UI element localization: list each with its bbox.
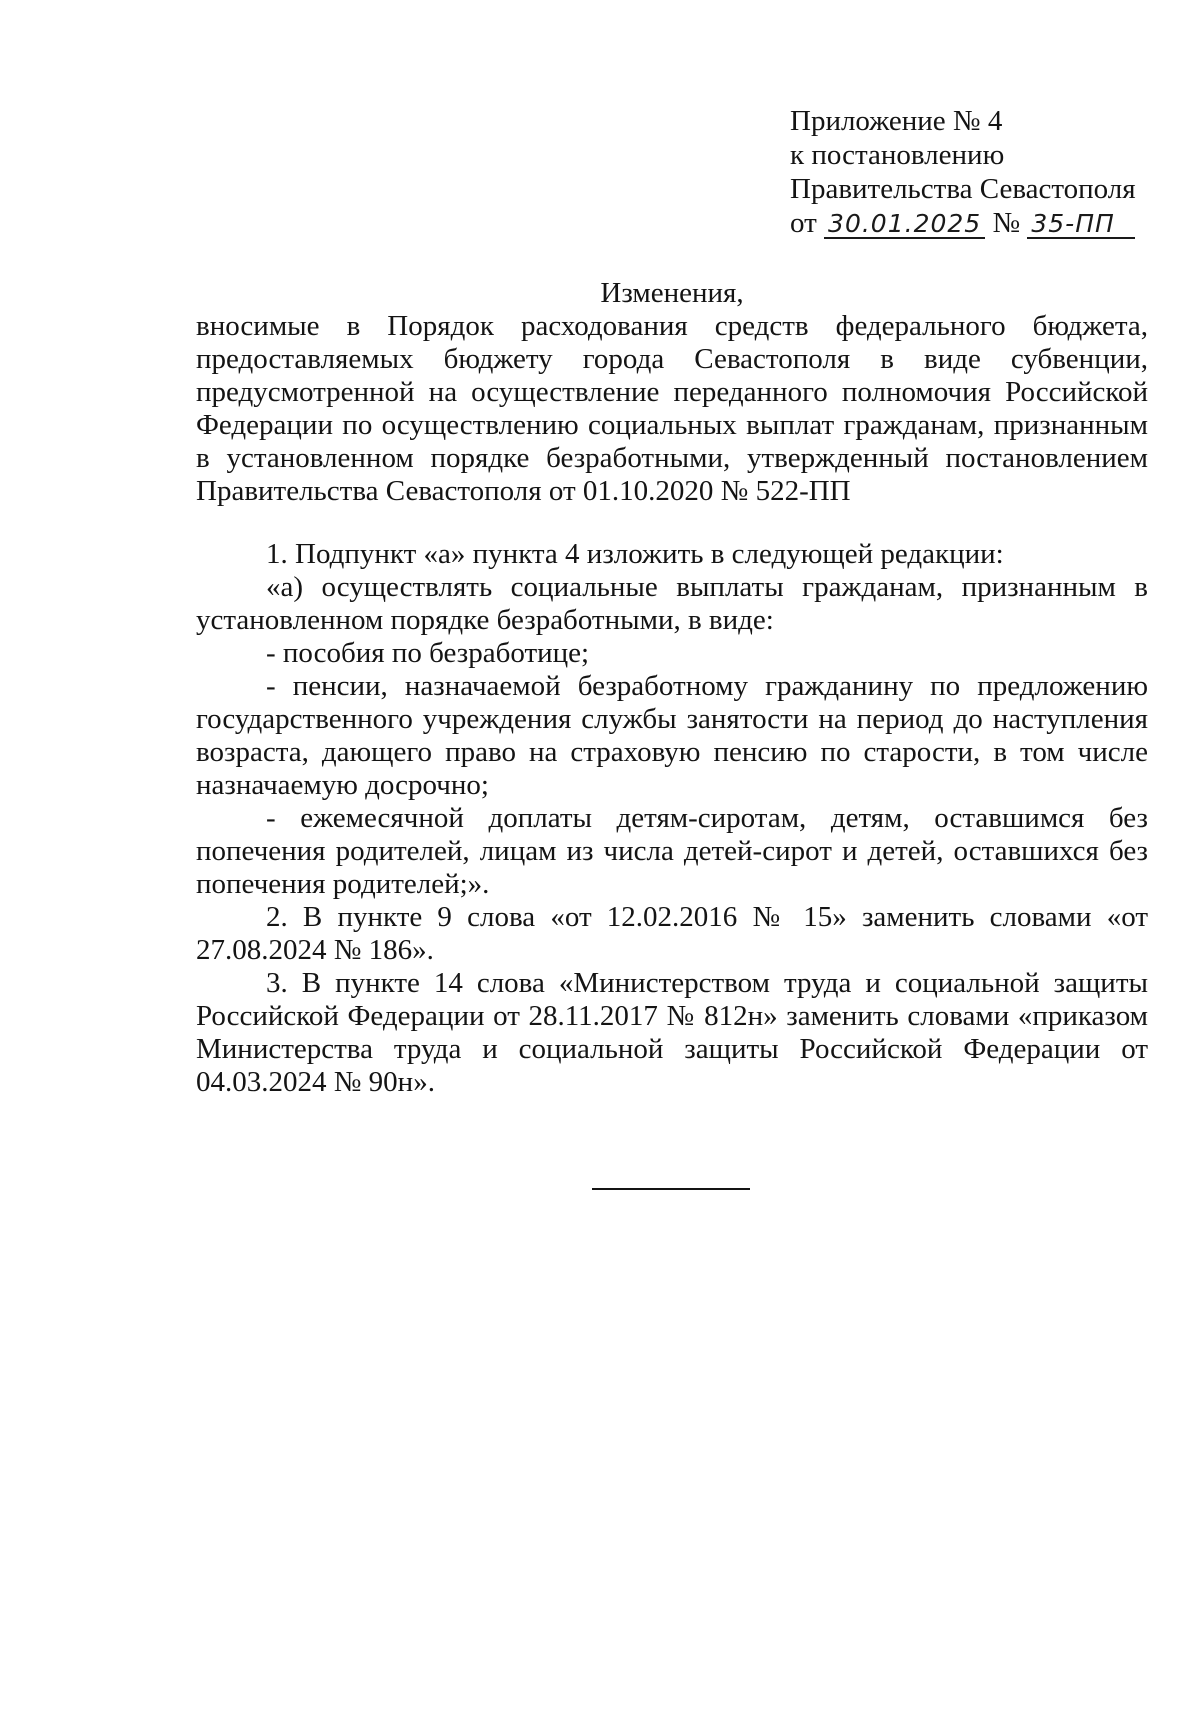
paragraph-6: 2. В пункте 9 слова «от 12.02.2016 № 15» заменить словами «от 27.08.2024 № 186». xyxy=(196,901,1148,966)
document-subtitle: вносимые в Порядок расходования средств федерального бюджета, предоставляемых бюджету города Севастополя в виде субвенции, предусмотренной на осуществление переданного полномочия Российской Федерации по осуществлению социальных выплат гражданам, признанным в установленном порядке безработными, утвержденный постановлением Правительства Севастополя от 01.10.2020 № 522-ПП xyxy=(196,310,1148,507)
appendix-reference: к постановлению xyxy=(790,139,1005,171)
paragraph-2: «а) осуществлять социальные выплаты гражданам, признанным в установленном порядке безработными, в виде: xyxy=(196,571,1148,636)
paragraph-4: - пенсии, назначаемой безработному гражданину по предложению государственного учреждения службы занятости на период до наступления возраста, дающего право на страховую пенсию по старости, в том числе назначаемую досрочно; xyxy=(196,670,1148,801)
paragraph-3: - пособия по безработице; xyxy=(266,637,590,669)
document-title: Изменения, xyxy=(600,277,744,309)
handwritten-number: 35-ПП xyxy=(1027,211,1135,239)
number-prefix: № xyxy=(992,207,1021,239)
end-separator-line xyxy=(592,1188,750,1190)
document-body xyxy=(196,538,1148,1099)
appendix-header xyxy=(790,104,1180,240)
paragraph-1: 1. Подпункт «а» пункта 4 изложить в следующей редакции: xyxy=(266,538,1004,570)
date-prefix: от xyxy=(790,207,817,239)
appendix-date-line xyxy=(790,206,1180,240)
paragraph-5: - ежемесячной доплаты детям-сиротам, детям, оставшимся без попечения родителей, лицам из числа детей-сирот и детей, оставшихся без попечения родителей;». xyxy=(196,802,1148,900)
handwritten-date: 30.01.2025 xyxy=(824,211,985,239)
appendix-number: Приложение № 4 xyxy=(790,105,1003,137)
appendix-authority: Правительства Севастополя xyxy=(790,173,1136,205)
paragraph-7: 3. В пункте 14 слова «Министерством труда и социальной защиты Российской Федерации от 28.11.2017 № 812н» заменить словами «приказом Министерства труда и социальной защиты Российской Федерации от 04.03.2024 № 90н». xyxy=(196,967,1148,1098)
